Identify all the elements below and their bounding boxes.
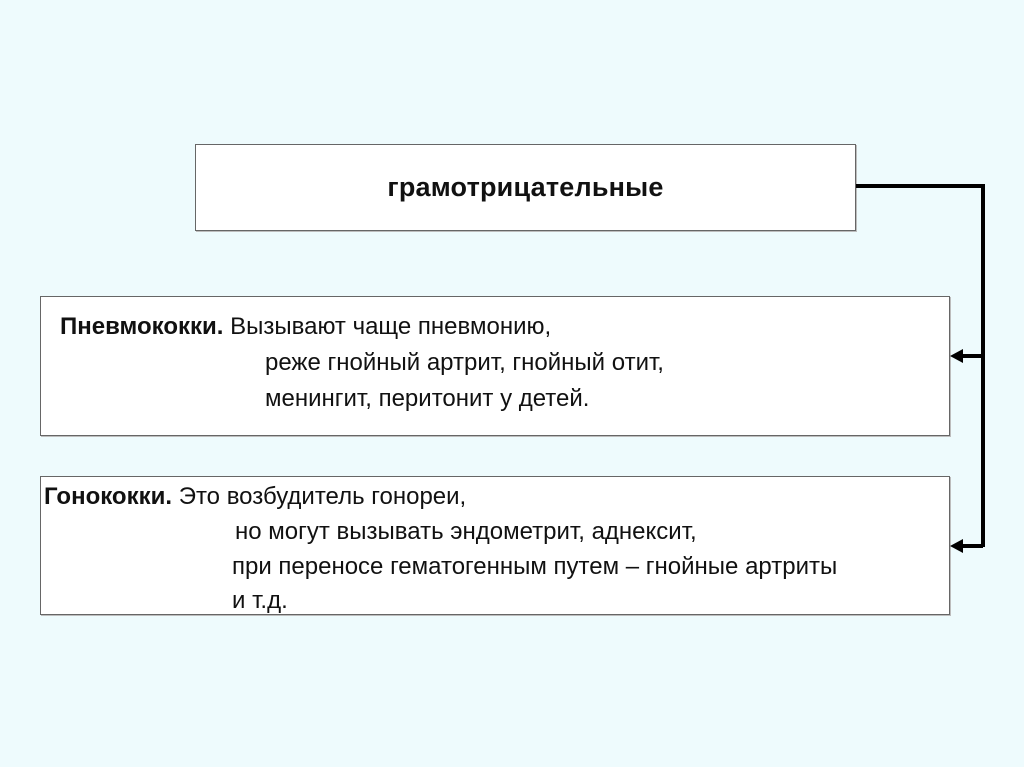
diagram-title: грамотрицательные (387, 172, 664, 202)
card-name: Пневмококки. (60, 313, 224, 340)
title-box (195, 144, 856, 231)
card-line-3: менингит, перитонит у детей. (265, 385, 590, 412)
arrowhead-2 (950, 539, 963, 553)
card-line-1 (60, 309, 551, 345)
card-gonococci (40, 476, 950, 615)
card-line-3: при переносе гематогенным путем – гнойные артриты (232, 553, 838, 580)
card-text: Вызывают чаще пневмонию, (230, 313, 552, 340)
card-name: Гонококки. (44, 483, 173, 510)
card-line-4: и т.д. (232, 587, 288, 614)
card-line-2: но могут вызывать эндометрит, аднексит, (235, 518, 697, 545)
card-line-1 (44, 479, 466, 515)
card-text: Это возбудитель гонореи, (178, 483, 467, 510)
card-line-2: реже гнойный артрит, гнойный отит, (265, 349, 664, 376)
arrowhead-1 (950, 349, 963, 363)
card-pneumococci (40, 296, 950, 436)
